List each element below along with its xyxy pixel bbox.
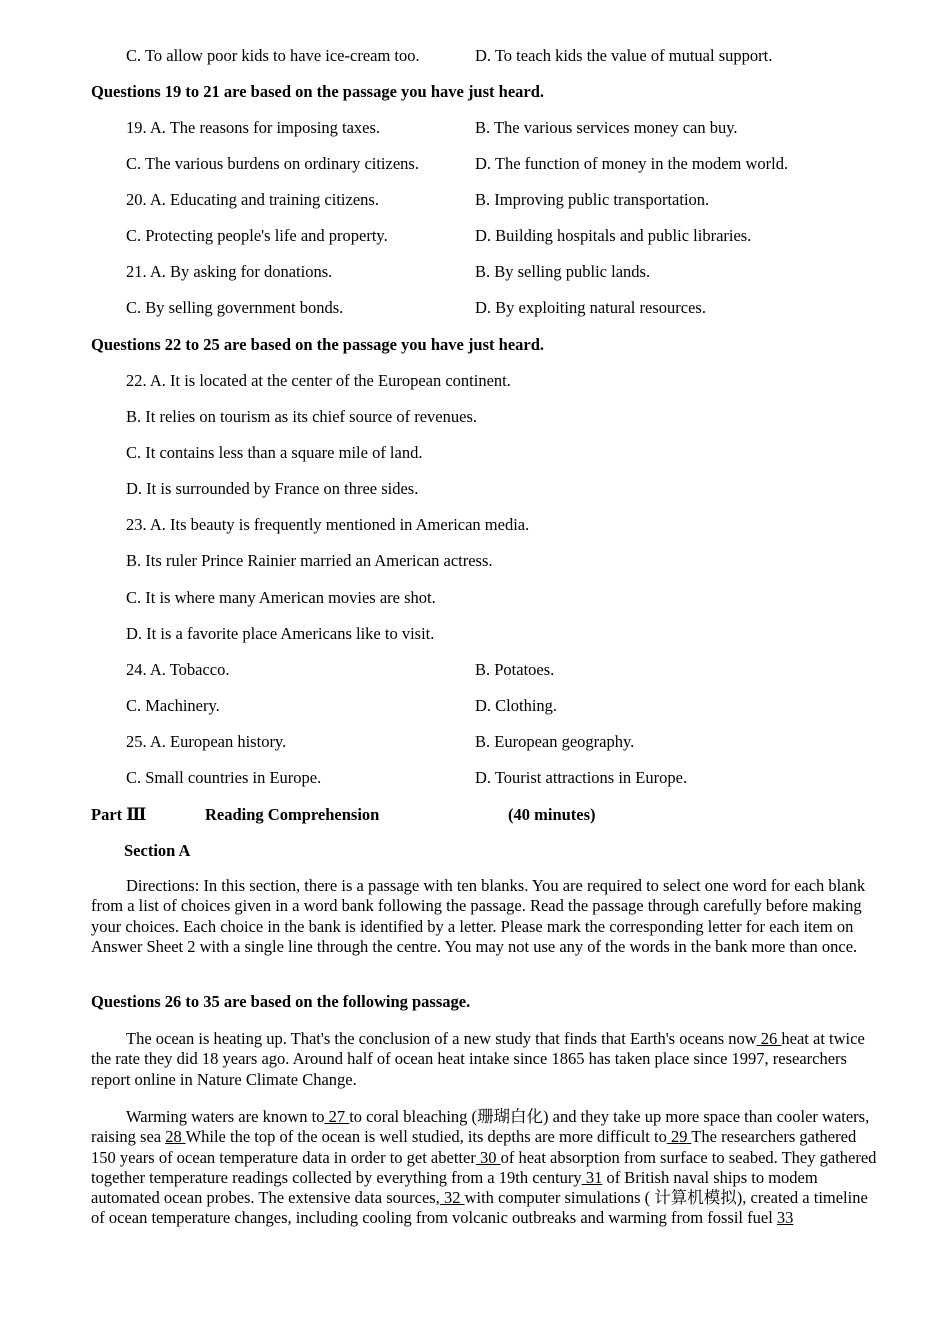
blank-27: 27 xyxy=(324,1107,350,1126)
part-3-label: Part Ⅲ xyxy=(91,805,147,824)
q22-option-b: B. It relies on tourism as its chief source of revenues. xyxy=(126,407,477,426)
q24-option-b: B. Potatoes. xyxy=(475,660,555,679)
blank-32: 32 xyxy=(439,1188,465,1208)
passage-paragraph-1: The ocean is heating up. That's the conclusion of a new study that finds that Earth's oceans now 26 heat at twice the rate they did 18 years ago. Around half of ocean heat intake since 1865 has taken place since 1997, researchers report online in Nature Climate Change. xyxy=(91,1029,865,1089)
q24-option-d: D. Clothing. xyxy=(475,696,558,715)
q25-option-a: 25. A. European history. xyxy=(126,732,287,751)
q20-option-c: C. Protecting people's life and property. xyxy=(126,226,388,245)
q22-option-d: D. It is surrounded by France on three sides. xyxy=(126,479,419,498)
q25-option-c: C. Small countries in Europe. xyxy=(126,768,322,787)
q23-option-b: B. Its ruler Prince Rainier married an American actress. xyxy=(126,551,493,570)
q20-option-a: 20. A. Educating and training citizens. xyxy=(126,190,379,209)
q23-option-d: D. It is a favorite place Americans like to visit. xyxy=(126,624,435,643)
q20-option-d: D. Building hospitals and public libraries. xyxy=(475,226,752,245)
blank-28: 28 xyxy=(165,1127,186,1147)
heading-questions-26-35: Questions 26 to 35 are based on the following passage. xyxy=(91,992,471,1011)
q25-option-d: D. Tourist attractions in Europe. xyxy=(475,768,688,787)
section-a-heading: Section A xyxy=(124,841,191,860)
q19-option-c: C. The various burdens on ordinary citizens. xyxy=(126,154,419,173)
blank-30: 30 xyxy=(475,1147,501,1167)
blank-33: 33 xyxy=(776,1208,794,1228)
q20-option-b: B. Improving public transportation. xyxy=(475,190,710,209)
blank-26: 26 xyxy=(756,1029,782,1048)
part-3-time: (40 minutes) xyxy=(508,805,596,824)
q24-option-a: 24. A. Tobacco. xyxy=(126,660,230,679)
blank-31: 31 xyxy=(581,1167,603,1187)
q25-option-b: B. European geography. xyxy=(475,732,635,751)
heading-questions-22-25: Questions 22 to 25 are based on the passage you have just heard. xyxy=(91,335,545,354)
directions-paragraph xyxy=(91,876,883,957)
q22-option-c: C. It contains less than a square mile of land. xyxy=(126,443,423,462)
q21-option-a: 21. A. By asking for donations. xyxy=(126,262,333,281)
blank-29: 29 xyxy=(666,1127,692,1147)
q21-option-b: B. By selling public lands. xyxy=(475,262,651,281)
q19-option-a: 19. A. The reasons for imposing taxes. xyxy=(126,118,381,137)
q24-option-c: C. Machinery. xyxy=(126,696,220,715)
directions-text: Directions: In this section, there is a passage with ten blanks. You are required to select one word for each blank from a list of choices given in a word bank following the passage. Read the passage through carefully before making your choices. Each choice in the bank is identified by a letter. Please mark the corresponding letter for each item on Answer Sheet 2 with a single line through the centre. You may not use any of the words in the bank more than once. xyxy=(91,876,866,956)
passage-paragraph-2: Warming waters are known to 27 to coral bleaching (珊瑚白化) and they take up more space than cooler waters, raising sea 28 While the top of the ocean is well studied, its depths are more difficult to 29 The researchers gathered 150 years of ocean temperature data in order to get abetter 30 of heat absorption from surface to seabed. They gathered together temperature readings collected by everything from a 19th century 31 of British naval ships to modem automated ocean probes. The extensive data sources, 32 with computer simulations ( 计算机模拟), created a timeline of ocean temperature changes, including cooling from volcanic outbreaks and warming from fossil fuel 33 xyxy=(91,1107,877,1228)
part-3-title: Reading Comprehension xyxy=(205,805,380,824)
q18-option-c: C. To allow poor kids to have ice-cream too. xyxy=(126,46,420,65)
q18-option-d: D. To teach kids the value of mutual support. xyxy=(475,46,773,65)
q23-option-a: 23. A. Its beauty is frequently mentioned in American media. xyxy=(126,515,530,534)
q19-option-d: D. The function of money in the modem world. xyxy=(475,154,789,173)
heading-questions-19-21: Questions 19 to 21 are based on the passage you have just heard. xyxy=(91,82,545,101)
q22-option-a: 22. A. It is located at the center of the European continent. xyxy=(126,371,511,390)
q23-option-c: C. It is where many American movies are shot. xyxy=(126,588,436,607)
q19-option-b: B. The various services money can buy. xyxy=(475,118,738,137)
q21-option-d: D. By exploiting natural resources. xyxy=(475,298,706,317)
q21-option-c: C. By selling government bonds. xyxy=(126,298,344,317)
